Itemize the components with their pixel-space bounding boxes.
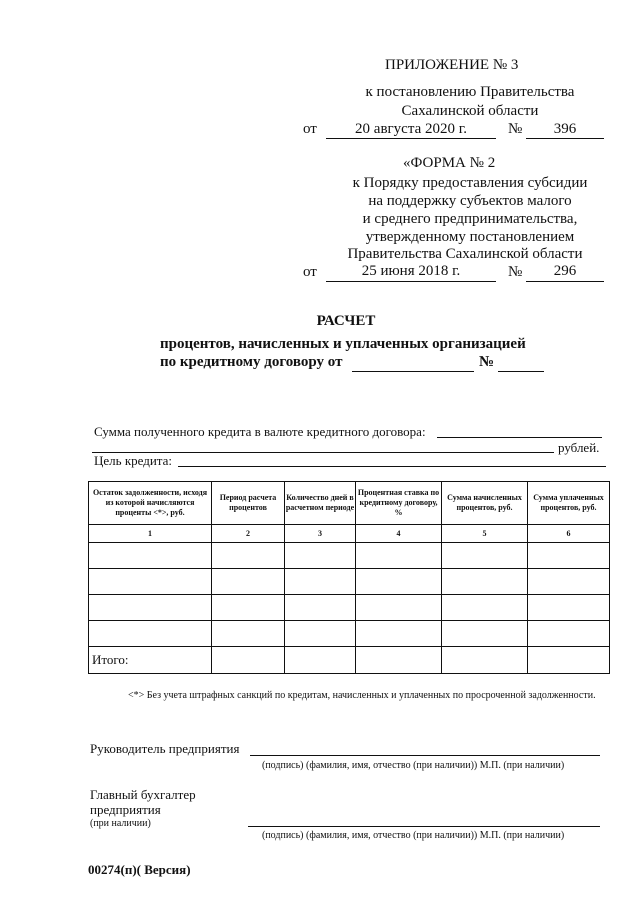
table-cell[interactable] — [285, 543, 356, 569]
form-line-4: утвержденному постановлением — [365, 229, 575, 245]
table-row — [89, 595, 610, 621]
form-date: 25 июня 2018 г. — [361, 263, 461, 279]
accountant-caption: (подпись) (фамилия, имя, отчество (при наличии)) М.П. (при наличии) — [262, 830, 565, 841]
appendix-number-line — [526, 138, 604, 139]
column-number: 2 — [212, 525, 285, 543]
column-header: Сумма уплаченных процентов, руб. — [528, 482, 610, 525]
table-cell[interactable] — [528, 569, 610, 595]
accountant-label-2: предприятия — [90, 802, 161, 817]
column-number-row — [89, 525, 610, 543]
table-cell[interactable] — [285, 569, 356, 595]
director-signature-line — [250, 755, 600, 756]
appendix-date-line — [326, 138, 496, 139]
form-from-label: от — [303, 264, 317, 280]
accountant-label-1: Главный бухгалтер — [90, 787, 196, 802]
column-header: Процентная ставка по кредитному договору, % — [356, 482, 442, 525]
form-date-line — [326, 281, 496, 282]
contract-prefix: по кредитному договору от — [160, 354, 343, 370]
table-cell[interactable] — [89, 543, 212, 569]
appendix-title: ПРИЛОЖЕНИЕ № 3 — [385, 57, 519, 73]
total-row — [89, 647, 610, 674]
column-header: Сумма начисленных процентов, руб. — [442, 482, 528, 525]
table-cell[interactable] — [442, 647, 528, 674]
table-cell[interactable] — [285, 647, 356, 674]
table-cell[interactable] — [528, 621, 610, 647]
column-header: Количество дней в расчетном периоде — [285, 482, 356, 525]
table-cell[interactable] — [89, 569, 212, 595]
director-label: Руководитель предприятия — [90, 741, 240, 756]
table-cell[interactable] — [285, 621, 356, 647]
table-cell[interactable] — [212, 569, 285, 595]
table-cell[interactable] — [89, 595, 212, 621]
column-number: 6 — [528, 525, 610, 543]
credit-purpose-line — [178, 466, 606, 467]
appendix-number: 396 — [553, 121, 577, 137]
table-cell[interactable] — [356, 647, 442, 674]
table-cell[interactable] — [356, 621, 442, 647]
form-line-2: на поддержку субъектов малого — [368, 193, 572, 209]
appendix-line-2: Сахалинской области — [401, 103, 539, 119]
table-cell[interactable] — [356, 543, 442, 569]
contract-no-label: № — [479, 354, 495, 370]
appendix-date: 20 августа 2020 г. — [355, 121, 467, 137]
accountant-label-3: (при наличии) — [90, 818, 151, 829]
total-label: Итого: — [89, 647, 212, 674]
table-cell[interactable] — [212, 595, 285, 621]
table-cell[interactable] — [356, 595, 442, 621]
form-number-line — [526, 281, 604, 282]
form-line-5: Правительства Сахалинской области — [347, 246, 583, 262]
contract-number-line — [498, 371, 544, 372]
director-caption: (подпись) (фамилия, имя, отчество (при наличии)) М.П. (при наличии) — [262, 760, 565, 771]
form-line-3: и среднего предпринимательства, — [362, 211, 578, 227]
contract-date-line — [352, 371, 474, 372]
table-cell[interactable] — [356, 569, 442, 595]
table-cell[interactable] — [212, 543, 285, 569]
appendix-no-label: № — [508, 121, 523, 137]
currency-suffix: рублей. — [558, 440, 600, 455]
column-header: Период расчета процентов — [212, 482, 285, 525]
table-cell[interactable] — [528, 595, 610, 621]
table-cell[interactable] — [528, 647, 610, 674]
table-cell[interactable] — [212, 647, 285, 674]
page-subtitle: процентов, начисленных и уплаченных организацией — [160, 336, 526, 352]
table-cell[interactable] — [442, 569, 528, 595]
table-header-row — [89, 482, 610, 525]
table-cell[interactable] — [528, 543, 610, 569]
form-number: 296 — [553, 263, 577, 279]
column-number: 5 — [442, 525, 528, 543]
column-number: 1 — [89, 525, 212, 543]
table-cell[interactable] — [89, 621, 212, 647]
table-cell[interactable] — [442, 595, 528, 621]
column-number: 3 — [285, 525, 356, 543]
form-title: «ФОРМА № 2 — [403, 155, 496, 171]
appendix-from-label: от — [303, 121, 317, 137]
table-row — [89, 569, 610, 595]
column-header: Остаток задолженности, исходя из которой начисляются проценты <*>, руб. — [89, 482, 212, 525]
appendix-line-1: к постановлению Правительства — [365, 84, 575, 100]
table-cell[interactable] — [285, 595, 356, 621]
page-title: РАСЧЕТ — [316, 313, 376, 329]
calculation-table — [88, 481, 610, 674]
table-cell[interactable] — [442, 621, 528, 647]
table-cell[interactable] — [442, 543, 528, 569]
credit-purpose-label: Цель кредита: — [94, 453, 173, 468]
form-no-label: № — [508, 264, 523, 280]
version-code: 00274(п)( Версия) — [88, 862, 191, 877]
accountant-signature-line — [248, 826, 600, 827]
table-cell[interactable] — [212, 621, 285, 647]
table-row — [89, 543, 610, 569]
column-number: 4 — [356, 525, 442, 543]
credit-sum-line-1 — [437, 437, 602, 438]
table-row — [89, 621, 610, 647]
credit-sum-label: Сумма полученного кредита в валюте кредитного договора: — [94, 424, 426, 439]
form-line-1: к Порядку предоставления субсидии — [352, 175, 588, 191]
footnote: <*> Без учета штрафных санкций по кредитам, начисленных и уплаченных по просроченной задолженности. — [128, 690, 596, 701]
